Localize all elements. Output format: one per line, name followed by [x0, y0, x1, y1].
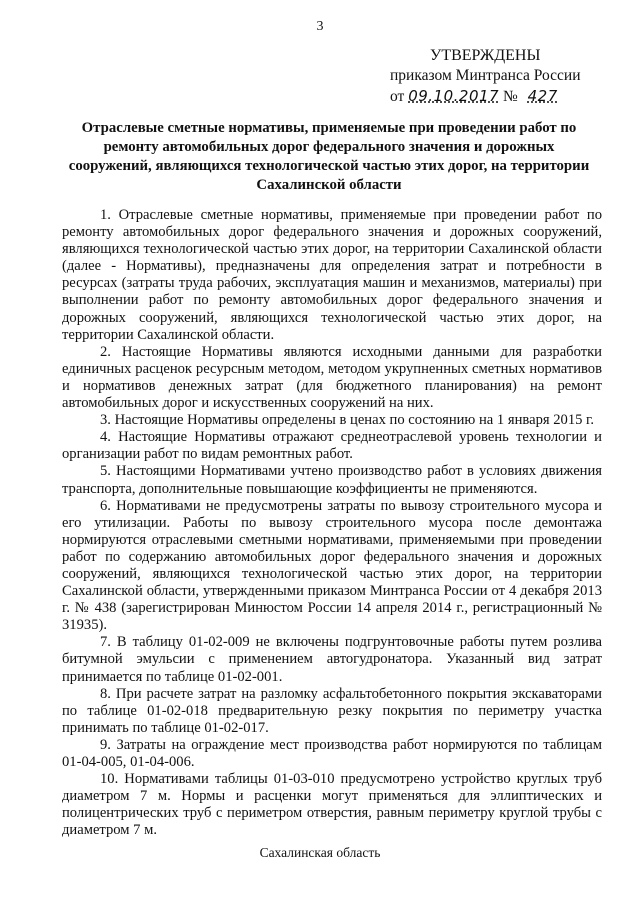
paragraph-9: 9. Затраты на ограждение мест производства работ нормируются по таблицам 01-04-005, 01-04-006.: [62, 736, 602, 770]
paragraph-2: 2. Настоящие Нормативы являются исходными данными для разработки единичных расценок ресурсным методом, методом укрупненных сметных нормативов и нормативов денежных затрат (для бюджетного планирования) на ремонт автомобильных дорог и искусственных сооружений на них.: [62, 343, 602, 412]
paragraph-10: 10. Нормативами таблицы 01-03-010 предусмотрено устройство круглых труб диаметром 7 м. Нормы и расценки могут применяться для эллиптических и полицентрических труб с периметром отверстия, равным периметру круглой трубы с диаметром 7 м.: [62, 771, 602, 839]
approval-order-line: приказом Минтранса России: [390, 67, 581, 84]
paragraph-3: 3. Настоящие Нормативы определены в ценах по состоянию на 1 января 2015 г.: [100, 412, 595, 429]
paragraph-8: 8. При расчете затрат на разломку асфальтобетонного покрытия экскаваторами по таблице 01-02-018 предварительную резку покрытия по периметру участка принимать по таблице 01-02-017.: [62, 685, 602, 736]
handwritten-date: 09.10.2017: [408, 87, 500, 105]
paragraph-1: 1. Отраслевые сметные нормативы, применяемые при проведении работ по ремонту автомобильных дорог федерального значения и дорожных сооружений, являющихся технологической частью этих дорог, на территории Сахалинской области (далее - Нормативы), предназначены для определения затрат и потребности в ресурсах (затраты труда рабочих, эксплуатация машин и механизмов, материалы) при выполнении работ по ремонту автомобильных дорог федерального значения и дорожных сооружений, являющихся технологической частью этих дорог, на территории Сахалинской области.: [62, 207, 602, 343]
document-body: [62, 207, 602, 839]
paragraph-7: 7. В таблицу 01-02-009 не включены подгрунтовочные работы путем розлива битумной эмульсии с применением автогудронатора. Указанный вид затрат принимается по таблице 01-02-001.: [62, 634, 602, 685]
page-number: 3: [316, 19, 324, 34]
page-footer: Сахалинская область: [259, 845, 381, 860]
paragraph-5: 5. Настоящими Нормативами учтено производство работ в условиях движения транспорта, дополнительные повышающие коэффициенты не применяются.: [62, 463, 602, 497]
paragraph-6: 6. Нормативами не предусмотрены затраты по вывозу строительного мусора и его утилизации. Работы по вывозу строительного мусора после демонтажа нормируются отраслевыми сметными нормативами, применяемыми при проведении работ по содержанию автомобильных дорог федерального значения и дорожных сооружений, являющихся технологической частью этих дорог, на территории Сахалинской области, утвержденными приказом Минтранса России от 4 декабря 2013 г. № 438 (зарегистрирован Минюстом России 14 апреля 2014 г., регистрационный № 31935).: [62, 497, 602, 634]
paragraph-4: 4. Настоящие Нормативы отражают среднеотраслевой уровень технологии и организации работ по видам ремонтных работ.: [62, 429, 602, 463]
date-prefix: от: [390, 88, 405, 105]
approval-heading: УТВЕРЖДЕНЫ: [430, 47, 541, 64]
approval-date-line: [390, 86, 581, 107]
approval-block: [390, 46, 581, 107]
number-sign: №: [502, 88, 518, 105]
handwritten-number: 427: [527, 87, 558, 105]
document-title: Отраслевые сметные нормативы, применяемые при проведении работ по ремонту автомобильных дорог федерального значения и дорожных сооружений, являющихся технологической частью этих дорог, на территории Сахалинской области: [68, 120, 590, 193]
